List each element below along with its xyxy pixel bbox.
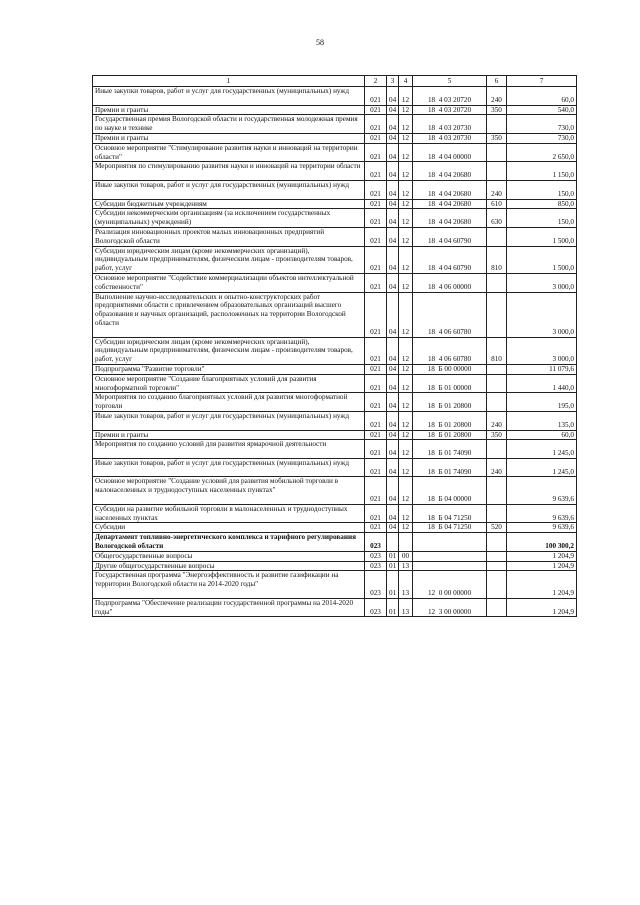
row-section-code: 04 — [387, 227, 399, 246]
row-grbs-code: 023 — [365, 533, 387, 552]
row-grbs-code: 021 — [365, 364, 387, 374]
table-row — [93, 523, 577, 533]
row-name-text: Государственная программа "Энергоэффективность и развитие газификации на территории Вологодской области на 2014-2020 годы" — [95, 571, 339, 589]
row-name — [93, 477, 365, 504]
table-row — [93, 374, 577, 393]
row-name — [93, 598, 365, 617]
table-row — [93, 87, 577, 106]
row-grbs-code: 021 — [365, 504, 387, 523]
row-target-article-code: 18 Б 01 74090 — [413, 440, 487, 459]
table-row — [93, 477, 577, 504]
budget-table — [92, 75, 577, 617]
row-subsection-code: 12 — [399, 162, 413, 181]
row-subsection-code: 12 — [399, 440, 413, 459]
row-grbs-code: 021 — [365, 143, 387, 162]
row-grbs-code: 021 — [365, 458, 387, 477]
row-amount: 3 000,0 — [507, 292, 577, 337]
row-target-article-code: 18 4 04 20680 — [413, 199, 487, 209]
table-row — [93, 551, 577, 561]
row-amount: 540,0 — [507, 105, 577, 115]
row-target-article-code: 18 Б 01 00000 — [413, 374, 487, 393]
row-name-text: Основное мероприятие "Стимулирование развития науки и инноваций на территории области" — [95, 143, 358, 161]
row-target-article-code: 18 Б 01 20800 — [413, 430, 487, 440]
column-header: 7 — [507, 76, 577, 87]
row-section-code: 04 — [387, 477, 399, 504]
row-target-article-code — [413, 561, 487, 571]
row-subsection-code — [399, 533, 413, 552]
row-section-code: 01 — [387, 571, 399, 598]
table-row — [93, 504, 577, 523]
row-name-text: Основное мероприятие "Создание благоприятных условий для развития многоформатной торговли" — [95, 374, 317, 392]
row-amount: 730,0 — [507, 115, 577, 134]
row-target-article-code: 18 4 06 60780 — [413, 292, 487, 337]
row-target-article-code: 18 Б 04 71250 — [413, 504, 487, 523]
row-amount: 1 500,0 — [507, 246, 577, 273]
row-name-text: Мероприятия по стимулированию развития науки и инноваций на территории области — [95, 162, 361, 171]
row-subsection-code: 13 — [399, 571, 413, 598]
row-target-article-code: 18 4 04 60790 — [413, 227, 487, 246]
row-name — [93, 551, 365, 561]
row-expense-type-code — [487, 227, 507, 246]
table-row — [93, 199, 577, 209]
row-subsection-code: 12 — [399, 199, 413, 209]
row-grbs-code: 021 — [365, 477, 387, 504]
row-grbs-code: 021 — [365, 411, 387, 430]
column-header: 4 — [399, 76, 413, 87]
row-subsection-code: 12 — [399, 458, 413, 477]
row-amount: 11 079,6 — [507, 364, 577, 374]
row-target-article-code: 18 4 03 20720 — [413, 87, 487, 106]
table-row — [93, 209, 577, 228]
table-row — [93, 411, 577, 430]
row-name — [93, 571, 365, 598]
row-name — [93, 199, 365, 209]
table-row — [93, 430, 577, 440]
row-name — [93, 430, 365, 440]
row-grbs-code: 021 — [365, 393, 387, 412]
row-grbs-code: 021 — [365, 133, 387, 143]
row-grbs-code: 021 — [365, 180, 387, 199]
row-name-text: Субсидии юридическим лицам (кроме некоммерческих организаций), индивидуальным предпринимателям, физическим лицам - производителям товаров, работ, услуг — [95, 337, 353, 364]
row-grbs-code: 021 — [365, 273, 387, 292]
row-amount: 850,0 — [507, 199, 577, 209]
row-subsection-code: 12 — [399, 209, 413, 228]
row-name-text: Департамент топливно-энергетического комплекса и тарифного регулирования Вологодской области — [95, 533, 357, 551]
row-grbs-code: 021 — [365, 337, 387, 364]
row-target-article-code: 18 Б 01 74090 — [413, 458, 487, 477]
row-section-code: 04 — [387, 364, 399, 374]
row-subsection-code: 12 — [399, 180, 413, 199]
row-name-text: Иные закупки товаров, работ и услуг для государственных (муниципальных) нужд — [95, 411, 350, 420]
row-subsection-code: 12 — [399, 227, 413, 246]
row-expense-type-code — [487, 504, 507, 523]
row-section-code: 04 — [387, 337, 399, 364]
table-row — [93, 337, 577, 364]
row-subsection-code: 12 — [399, 364, 413, 374]
row-name-text: Субсидии бюджетным учреждениям — [95, 199, 207, 208]
row-grbs-code: 023 — [365, 571, 387, 598]
table-row — [93, 292, 577, 337]
row-section-code: 04 — [387, 374, 399, 393]
row-name-text: Субсидии юридическим лицам (кроме некоммерческих организаций), индивидуальным предпринимателям, физическим лицам - производителям товаров, работ, услуг — [95, 246, 353, 273]
row-amount: 3 000,0 — [507, 273, 577, 292]
row-section-code: 04 — [387, 133, 399, 143]
row-expense-type-code: 520 — [487, 523, 507, 533]
row-name-text: Общегосударственные вопросы — [95, 551, 193, 560]
row-grbs-code: 021 — [365, 162, 387, 181]
row-target-article-code: 18 4 06 00000 — [413, 273, 487, 292]
row-amount: 1 500,0 — [507, 227, 577, 246]
row-name — [93, 143, 365, 162]
row-name-text: Мероприятия по созданию условий для развития ярмарочной деятельности — [95, 440, 327, 449]
row-amount: 1 204,9 — [507, 561, 577, 571]
row-expense-type-code: 240 — [487, 411, 507, 430]
row-amount: 3 000,0 — [507, 337, 577, 364]
row-name — [93, 374, 365, 393]
table-row — [93, 162, 577, 181]
row-name — [93, 292, 365, 337]
row-name-text: Подпрограмма "Развитие торговли" — [95, 364, 205, 373]
row-subsection-code: 12 — [399, 393, 413, 412]
row-name — [93, 180, 365, 199]
row-expense-type-code — [487, 374, 507, 393]
row-section-code: 04 — [387, 458, 399, 477]
row-name-text: Иные закупки товаров, работ и услуг для государственных (муниципальных) нужд — [95, 458, 350, 467]
row-expense-type-code: 240 — [487, 180, 507, 199]
row-expense-type-code — [487, 598, 507, 617]
column-header: 2 — [365, 76, 387, 87]
row-expense-type-code — [487, 143, 507, 162]
row-section-code: 04 — [387, 209, 399, 228]
table-row — [93, 115, 577, 134]
table-row — [93, 273, 577, 292]
row-grbs-code: 021 — [365, 199, 387, 209]
row-target-article-code: 18 4 04 20680 — [413, 209, 487, 228]
row-name — [93, 533, 365, 552]
row-subsection-code: 12 — [399, 143, 413, 162]
row-expense-type-code: 350 — [487, 430, 507, 440]
row-expense-type-code: 810 — [487, 246, 507, 273]
row-name — [93, 227, 365, 246]
row-amount: 730,0 — [507, 133, 577, 143]
row-subsection-code: 12 — [399, 477, 413, 504]
row-grbs-code: 023 — [365, 551, 387, 561]
row-name — [93, 105, 365, 115]
row-subsection-code: 13 — [399, 598, 413, 617]
row-name — [93, 364, 365, 374]
row-grbs-code: 023 — [365, 598, 387, 617]
row-amount: 135,0 — [507, 411, 577, 430]
row-name-text: Субсидии на развитие мобильной торговли в малонаселенных и труднодоступных населенных пунктах — [95, 504, 348, 522]
row-name — [93, 411, 365, 430]
row-section-code: 04 — [387, 199, 399, 209]
row-section-code: 04 — [387, 523, 399, 533]
row-amount: 1 204,9 — [507, 598, 577, 617]
row-expense-type-code — [487, 477, 507, 504]
row-section-code: 01 — [387, 598, 399, 617]
row-subsection-code: 12 — [399, 292, 413, 337]
row-amount: 150,0 — [507, 209, 577, 228]
row-name-text: Премии и гранты — [95, 105, 149, 114]
table-row — [93, 440, 577, 459]
row-subsection-code: 12 — [399, 87, 413, 106]
row-expense-type-code: 810 — [487, 337, 507, 364]
row-section-code: 01 — [387, 561, 399, 571]
row-section-code: 04 — [387, 440, 399, 459]
row-amount: 100 300,2 — [507, 533, 577, 552]
row-expense-type-code: 630 — [487, 209, 507, 228]
row-subsection-code: 13 — [399, 561, 413, 571]
row-subsection-code: 12 — [399, 411, 413, 430]
row-amount: 9 639,6 — [507, 523, 577, 533]
row-name-text: Иные закупки товаров, работ и услуг для государственных (муниципальных) нужд — [95, 87, 350, 95]
row-name-text: Основное мероприятие "Содействие коммерциализации объектов интеллектуальной собственности" — [95, 273, 354, 291]
table-row — [93, 180, 577, 199]
row-grbs-code: 023 — [365, 561, 387, 571]
row-amount: 9 639,6 — [507, 504, 577, 523]
table-row — [93, 458, 577, 477]
row-subsection-code: 12 — [399, 523, 413, 533]
row-name — [93, 87, 365, 106]
row-target-article-code: 12 0 00 00000 — [413, 571, 487, 598]
row-amount: 1 440,0 — [507, 374, 577, 393]
row-subsection-code: 12 — [399, 105, 413, 115]
row-expense-type-code — [487, 393, 507, 412]
row-amount: 9 639,6 — [507, 477, 577, 504]
row-grbs-code: 021 — [365, 209, 387, 228]
row-target-article-code: 18 4 06 60780 — [413, 337, 487, 364]
row-target-article-code: 18 4 04 00000 — [413, 143, 487, 162]
row-subsection-code: 12 — [399, 337, 413, 364]
row-target-article-code: 18 4 04 20680 — [413, 162, 487, 181]
row-name-text: Премии и гранты — [95, 430, 149, 439]
row-target-article-code: 18 Б 04 00000 — [413, 477, 487, 504]
row-grbs-code: 021 — [365, 440, 387, 459]
row-amount: 1 150,0 — [507, 162, 577, 181]
row-name — [93, 115, 365, 134]
row-expense-type-code: 610 — [487, 199, 507, 209]
row-section-code: 04 — [387, 115, 399, 134]
row-name — [93, 393, 365, 412]
row-expense-type-code — [487, 533, 507, 552]
row-target-article-code: 18 Б 00 00000 — [413, 364, 487, 374]
row-expense-type-code — [487, 440, 507, 459]
row-amount: 60,0 — [507, 430, 577, 440]
row-expense-type-code — [487, 115, 507, 134]
column-header-row — [93, 76, 577, 87]
row-grbs-code: 021 — [365, 115, 387, 134]
table-row — [93, 561, 577, 571]
row-expense-type-code — [487, 571, 507, 598]
row-grbs-code: 021 — [365, 374, 387, 393]
row-grbs-code: 021 — [365, 246, 387, 273]
row-grbs-code: 021 — [365, 105, 387, 115]
table-row — [93, 246, 577, 273]
row-expense-type-code — [487, 551, 507, 561]
column-header: 5 — [413, 76, 487, 87]
row-section-code — [387, 533, 399, 552]
table-row — [93, 133, 577, 143]
row-grbs-code: 021 — [365, 292, 387, 337]
row-subsection-code: 00 — [399, 551, 413, 561]
row-name-text: Другие общегосударственные вопросы — [95, 561, 215, 570]
row-name-text: Мероприятия по созданию благоприятных условий для развития многоформатной торговли — [95, 393, 348, 411]
row-target-article-code: 18 4 03 20730 — [413, 133, 487, 143]
row-grbs-code: 021 — [365, 523, 387, 533]
row-subsection-code: 12 — [399, 504, 413, 523]
row-amount: 2 650,0 — [507, 143, 577, 162]
row-subsection-code: 12 — [399, 273, 413, 292]
row-section-code: 04 — [387, 87, 399, 106]
row-grbs-code: 021 — [365, 87, 387, 106]
row-section-code: 04 — [387, 504, 399, 523]
row-name-text: Государственная премия Вологодской области и государственная молодежная премия по науке и технике — [95, 115, 358, 133]
row-amount: 150,0 — [507, 180, 577, 199]
row-name-text: Премии и гранты — [95, 133, 149, 142]
row-section-code: 04 — [387, 143, 399, 162]
table-row — [93, 598, 577, 617]
row-expense-type-code: 350 — [487, 133, 507, 143]
row-section-code: 04 — [387, 393, 399, 412]
row-amount: 1 204,9 — [507, 571, 577, 598]
table-row — [93, 227, 577, 246]
row-name-text: Иные закупки товаров, работ и услуг для государственных (муниципальных) нужд — [95, 180, 350, 189]
row-name — [93, 440, 365, 459]
row-subsection-code: 12 — [399, 374, 413, 393]
row-target-article-code: 18 Б 01 20800 — [413, 393, 487, 412]
row-target-article-code: 18 4 03 20730 — [413, 115, 487, 134]
row-expense-type-code — [487, 273, 507, 292]
table-body — [93, 76, 577, 617]
row-section-code: 04 — [387, 105, 399, 115]
column-header: 3 — [387, 76, 399, 87]
row-name-text: Реализация инновационных проектов малых инновационных предприятий Вологодской области — [95, 227, 325, 245]
row-expense-type-code — [487, 162, 507, 181]
row-section-code: 04 — [387, 273, 399, 292]
row-amount: 1 245,0 — [507, 458, 577, 477]
row-target-article-code — [413, 551, 487, 561]
row-expense-type-code: 350 — [487, 105, 507, 115]
row-section-code: 01 — [387, 551, 399, 561]
row-name — [93, 523, 365, 533]
row-name — [93, 458, 365, 477]
row-target-article-code: 18 4 04 60790 — [413, 246, 487, 273]
row-amount: 1 204,9 — [507, 551, 577, 561]
row-name — [93, 209, 365, 228]
column-header: 1 — [93, 76, 365, 87]
row-target-article-code: 18 Б 04 71250 — [413, 523, 487, 533]
column-header: 6 — [487, 76, 507, 87]
row-name-text: Подпрограмма "Обеспечение реализации государственной программы на 2014-2020 годы" — [95, 598, 354, 616]
row-name-text: Субсидии некоммерческим организациям (за исключением государственных (муниципальных) учреждений) — [95, 209, 331, 227]
row-expense-type-code — [487, 364, 507, 374]
table-row — [93, 571, 577, 598]
row-amount: 195,0 — [507, 393, 577, 412]
row-name — [93, 133, 365, 143]
row-target-article-code: 18 Б 01 20800 — [413, 411, 487, 430]
row-section-code: 04 — [387, 180, 399, 199]
row-name — [93, 504, 365, 523]
row-name — [93, 337, 365, 364]
row-section-code: 04 — [387, 430, 399, 440]
row-amount: 1 245,0 — [507, 440, 577, 459]
table-row — [93, 393, 577, 412]
row-expense-type-code — [487, 561, 507, 571]
row-section-code: 04 — [387, 162, 399, 181]
row-subsection-code: 12 — [399, 133, 413, 143]
row-grbs-code: 021 — [365, 227, 387, 246]
table-row — [93, 364, 577, 374]
row-name-text: Выполнение научно-исследовательских и опытно-конструкторских работ предприятиями области с привлечением образовательных организаций высшего образования и научных организаций, расположенных на территории Вологодской области — [95, 292, 346, 327]
row-amount: 60,0 — [507, 87, 577, 106]
row-name-text: Основное мероприятие "Создание условий для развития мобильной торговли в малонаселенных и труднодоступных населенных пунктах" — [95, 477, 339, 495]
row-name — [93, 561, 365, 571]
row-target-article-code: 18 4 04 20680 — [413, 180, 487, 199]
table-row — [93, 105, 577, 115]
row-target-article-code: 12 3 00 00000 — [413, 598, 487, 617]
row-grbs-code: 021 — [365, 430, 387, 440]
page-number: 58 — [316, 38, 324, 47]
row-section-code: 04 — [387, 292, 399, 337]
row-expense-type-code: 240 — [487, 458, 507, 477]
table-row — [93, 533, 577, 552]
row-target-article-code: 18 4 03 20720 — [413, 105, 487, 115]
row-name — [93, 246, 365, 273]
row-name — [93, 273, 365, 292]
row-expense-type-code — [487, 292, 507, 337]
table-row — [93, 143, 577, 162]
row-subsection-code: 12 — [399, 430, 413, 440]
row-subsection-code: 12 — [399, 246, 413, 273]
row-section-code: 04 — [387, 246, 399, 273]
row-section-code: 04 — [387, 411, 399, 430]
row-name — [93, 162, 365, 181]
row-expense-type-code: 240 — [487, 87, 507, 106]
row-name-text: Субсидии — [95, 523, 126, 532]
row-target-article-code — [413, 533, 487, 552]
row-subsection-code: 12 — [399, 115, 413, 134]
